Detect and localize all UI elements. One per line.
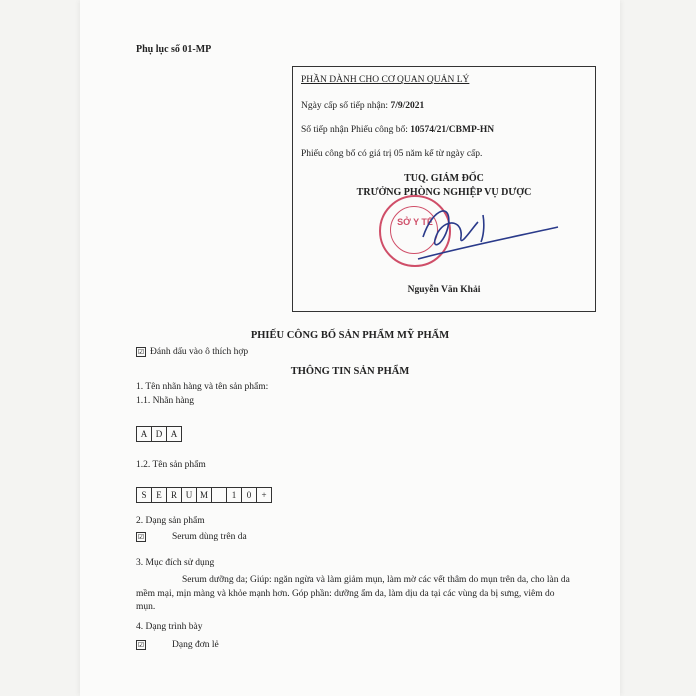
signature-icon: [413, 197, 563, 267]
management-title: PHẦN DÀNH CHO CƠ QUAN QUẢN LÝ: [301, 75, 470, 85]
item-4: 4. Dạng trình bày: [136, 622, 203, 632]
receipt-value: 10574/21/CBMP-HN: [410, 125, 495, 135]
product-cell: [212, 488, 227, 502]
stamp-text: SỞ Y TẾ: [397, 217, 433, 227]
date-value: 7/9/2021: [390, 101, 425, 111]
item-1-1: 1.1. Nhãn hàng: [136, 396, 195, 406]
date-label: Ngày cấp số tiếp nhận:: [301, 101, 391, 111]
product-info-title: THÔNG TIN SẢN PHẨM: [290, 366, 410, 377]
product-cell: U: [182, 488, 197, 502]
item-3: 3. Mục đích sử dụng: [136, 558, 215, 568]
brand-cells: [136, 426, 182, 442]
validity-line: Phiếu công bố có giá trị 05 năm kể từ ngày cấp.: [301, 149, 483, 159]
brand-cell: A: [170, 429, 178, 439]
form-title: PHIẾU CÔNG BỐ SẢN PHẨM MỸ PHẨM: [250, 330, 450, 341]
checkbox-icon: ☑: [137, 348, 145, 356]
management-section: [292, 66, 596, 312]
product-name-cells: [136, 487, 272, 503]
receipt-label: Số tiếp nhận Phiếu công bố:: [301, 125, 411, 135]
item-2-answer: [136, 532, 247, 542]
signer-name: Nguyễn Văn Khải: [407, 285, 481, 295]
product-cell: M: [197, 488, 212, 502]
product-cell: R: [167, 488, 182, 502]
sign-line-1: TUQ. GIÁM ĐỐC: [404, 173, 484, 184]
brand-cell: A: [137, 427, 152, 441]
date-line: [301, 101, 424, 111]
checkbox-icon: ☑: [137, 533, 145, 541]
product-cell: +: [261, 490, 267, 500]
product-cell: 0: [242, 488, 257, 502]
sign-line-2: TRƯỞNG PHÒNG NGHIỆP VỤ DƯỢC: [356, 187, 532, 198]
item-1-2: 1.2. Tên sản phẩm: [136, 460, 206, 470]
checkbox-icon: ☑: [137, 641, 145, 649]
document-page: [80, 0, 620, 696]
item-4-answer: [136, 640, 219, 650]
item-2: 2. Dạng sản phẩm: [136, 516, 205, 526]
product-cell: 1: [227, 488, 242, 502]
brand-cell: D: [152, 427, 167, 441]
check-note-text: Đánh dấu vào ô thích hợp: [150, 347, 249, 358]
item-2-value: Serum dùng trên da: [172, 532, 247, 543]
item-3-text: Serum dưỡng da; Giúp: ngăn ngừa và làm giảm mụn, làm mờ các vết thâm do mụn trên da, cho làn da mềm mại, mịn màng và khỏe mạnh hơn. Góp phần: dưỡng ẩm da, làm dịu da tại các vùng da bị sưng, viêm do mụn.: [136, 575, 570, 612]
check-note: [136, 347, 248, 357]
item-4-value: Dạng đơn lẻ: [172, 640, 219, 651]
product-cell: E: [152, 488, 167, 502]
receipt-line: [301, 125, 494, 135]
annex-label: Phụ lục số 01-MP: [136, 44, 212, 55]
item-1: 1. Tên nhãn hàng và tên sản phẩm:: [136, 382, 269, 392]
product-cell: S: [137, 488, 152, 502]
